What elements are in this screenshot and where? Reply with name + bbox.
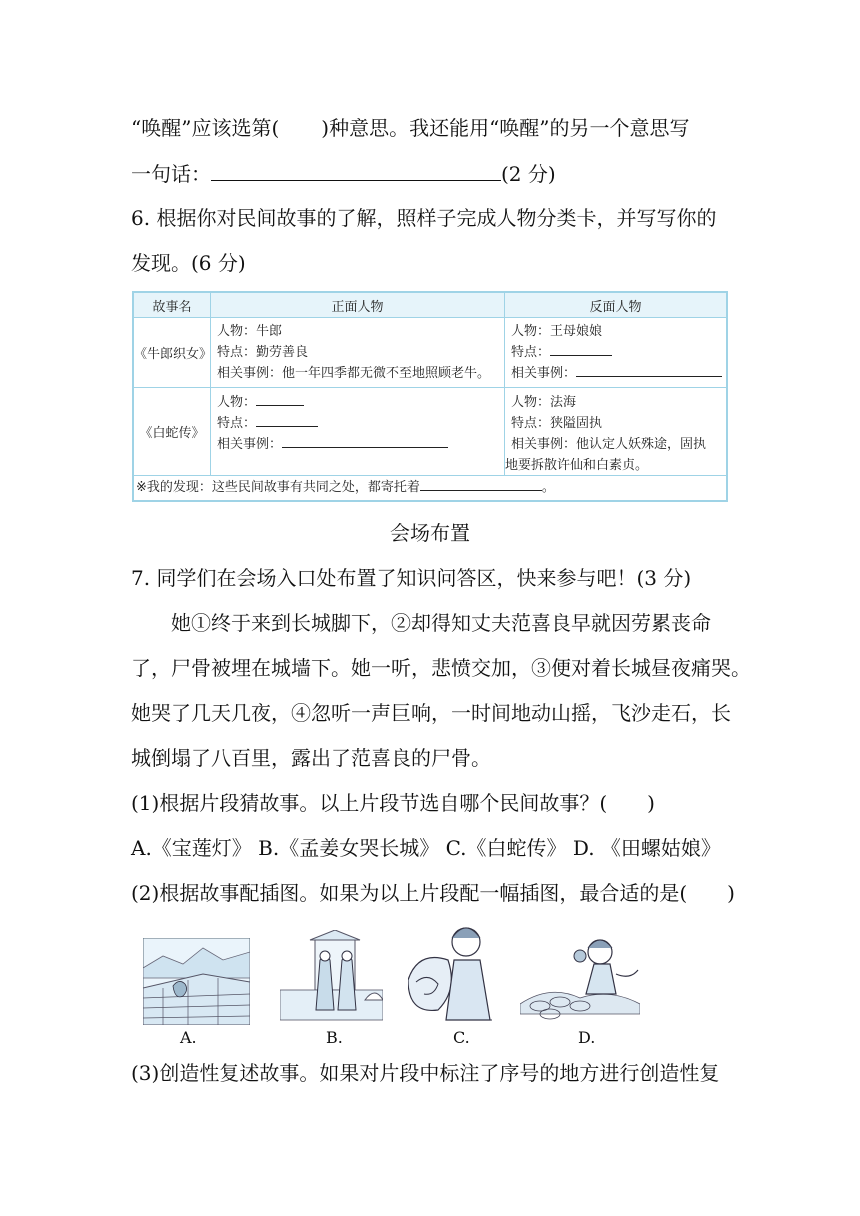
pos-person-blank[interactable]	[256, 392, 304, 406]
finding-row	[134, 476, 726, 500]
q5-answer-blank[interactable]	[279, 113, 321, 135]
pos-person: 人物：牛郎	[217, 324, 283, 339]
caption-d: D.	[578, 1028, 596, 1047]
passage-line: 她①终于来到长城脚下，②却得知丈夫范喜良早就因劳累丧命	[171, 611, 711, 635]
q7-sub1-text: (1)根据片段猜故事。以上片段节选自哪个民间故事？(	[131, 791, 608, 815]
neg-example-cont: 地要拆散许仙和白素贞。	[505, 458, 649, 473]
pos-example-blank[interactable]	[282, 434, 448, 448]
positive-cell	[211, 388, 505, 475]
caption-b: B.	[326, 1028, 343, 1047]
section-title: 会场布置	[390, 521, 470, 545]
q7-sub2	[131, 878, 735, 908]
passage-line: 城倒塌了八百里，露出了范喜良的尸骨。	[131, 746, 491, 770]
positive-cell	[211, 318, 505, 387]
neg-example-line	[511, 363, 722, 384]
table-header-row	[134, 293, 726, 318]
pos-example: 相关事例：他一年四季都无微不至地照顾老牛。	[217, 366, 491, 381]
figures-illustration[interactable]	[280, 930, 383, 1025]
q5-text-c: 一句话：	[131, 162, 211, 186]
neg-example: 相关事例：他认定人妖殊途，固执	[511, 437, 707, 452]
story-name: 《白蛇传》	[134, 388, 211, 475]
pos-trait: 特点：勤劳善良	[217, 345, 309, 360]
q7-sub1	[131, 788, 655, 818]
negative-cell	[505, 388, 726, 475]
story-name: 《牛郎织女》	[134, 318, 211, 387]
neg-trait: 特点：	[511, 345, 551, 360]
caption-a: A.	[180, 1028, 197, 1047]
table-row	[134, 388, 726, 476]
q5-text-a: “唤醒”应该选第(	[131, 116, 280, 140]
table-row	[134, 318, 726, 388]
q7-sub1-close: )	[647, 791, 655, 815]
q7-sub2-text: (2)根据故事配插图。如果为以上片段配一幅插图，最合适的是(	[131, 881, 688, 905]
q7-sub3: (3)创造性复述故事。如果对片段中标注了序号的地方进行创造性复	[131, 1061, 720, 1085]
header-positive: 正面人物	[211, 293, 505, 317]
snail-girl-illustration[interactable]	[408, 920, 498, 1028]
neg-trait-blank[interactable]	[550, 342, 612, 356]
neg-person: 人物：法海	[511, 395, 577, 410]
q6-line2: 发现。(6 分)	[131, 251, 246, 275]
q5-sentence-blank[interactable]	[211, 158, 501, 181]
lotus-boy-illustration[interactable]	[520, 934, 640, 1026]
q7-title: 7. 同学们在会场入口处布置了知识问答区，快来参与吧！(3 分)	[131, 566, 692, 590]
q5-line2	[131, 158, 556, 189]
negative-cell	[505, 318, 726, 387]
q5-line1	[131, 113, 690, 143]
q7-options: A.《宝莲灯》 B.《孟姜女哭长城》 C.《白蛇传》 D. 《田螺姑娘》	[131, 836, 721, 860]
caption-c: C.	[453, 1028, 470, 1047]
pos-person: 人物：	[217, 395, 257, 410]
q7-sub2-close: )	[727, 881, 735, 905]
pos-trait: 特点：	[217, 416, 257, 431]
pos-person-line	[217, 392, 304, 413]
header-story: 故事名	[134, 293, 211, 317]
neg-trait-line	[511, 342, 612, 363]
great-wall-illustration[interactable]	[143, 938, 250, 1025]
character-classification-table	[132, 291, 728, 502]
finding-end: 。	[541, 480, 555, 495]
q6-line1: 6. 根据你对民间故事的了解，照样子完成人物分类卡，并写写你的	[131, 206, 717, 230]
passage-line: 她哭了几天几夜，④忽听一声巨响，一时间地动山摇，飞沙走石，长	[131, 701, 731, 725]
header-negative: 反面人物	[589, 299, 642, 315]
finding-text: ※我的发现：这些民间故事有共同之处，都寄托着	[136, 480, 420, 495]
pos-trait-line	[217, 413, 318, 434]
pos-trait-blank[interactable]	[256, 413, 318, 427]
finding-blank[interactable]	[420, 477, 542, 491]
q5-score: (2 分)	[501, 162, 556, 186]
pos-example: 相关事例：	[217, 437, 283, 452]
finding-line	[136, 477, 555, 498]
passage-line: 了，尸骨被埋在城墙下。她一听，悲愤交加，③便对着长城昼夜痛哭。	[131, 656, 751, 680]
q5-text-b: )种意思。我还能用“唤醒”的另一个意思写	[321, 116, 690, 140]
neg-example: 相关事例：	[511, 366, 577, 381]
pos-example-line	[217, 434, 448, 455]
neg-person: 人物：王母娘娘	[511, 324, 603, 339]
neg-example-blank[interactable]	[576, 363, 722, 377]
neg-trait: 特点：狭隘固执	[511, 416, 603, 431]
